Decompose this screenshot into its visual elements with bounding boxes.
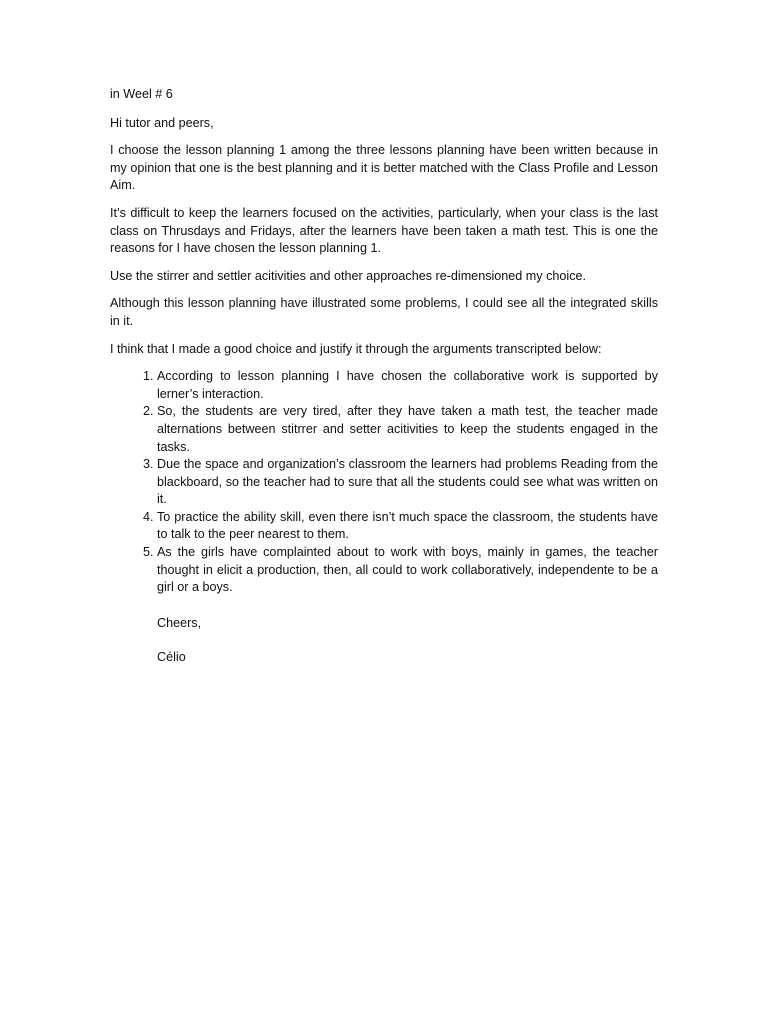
paragraph-choice: I choose the lesson planning 1 among the three lessons planning have been written because in my opinion that one is the best planning and it is better matched with the Class Profile and Lesson Aim. [110, 143, 658, 193]
sign-off: Cheers, [157, 615, 202, 630]
argument-item: 3. Due the space and organization’s classroom the learners had problems Reading from the blackboard, so the teacher had to sure that all the students could see what was written on it. [157, 456, 658, 509]
argument-item: 1. According to lesson planning I have chosen the collaborative work is supported by lerner’s interaction. [157, 368, 658, 403]
paragraph-arguments-intro: I think that I made a good choice and justify it through the arguments transcripted below: [110, 341, 602, 356]
greeting: Hi tutor and peers, [110, 115, 214, 130]
argument-item: 2. So, the students are very tired, after they have taken a math test, the teacher made alternations between stitrrer and setter acitivities to keep the students engaged in the tasks. [157, 403, 658, 456]
paragraph-difficulty: It’s difficult to keep the learners focused on the activities, particularly, when your class is the last class on Thrusdays and Fridays, after the learners have been taken a math test. This is one the reasons for I have chosen the lesson planning 1. [110, 205, 658, 256]
paragraph-problems: Although this lesson planning have illustrated some problems, I could see all the integrated skills in it. [110, 296, 658, 328]
argument-item: 4. To practice the ability skill, even there isn’t much space the classroom, the students have to talk to the peer nearest to them. [157, 509, 658, 544]
arguments-list [110, 368, 658, 597]
argument-item: 5. As the girls have complainted about to work with boys, mainly in games, the teacher thought in elicit a production, then, all could to work collaboratively, independente to be a girl or a boys. [157, 544, 658, 597]
week-label: in Weel # 6 [110, 87, 173, 101]
paragraph-stirrer-settler: Use the stirrer and settler acitivities and other approaches re-dimensioned my choice. [110, 268, 586, 283]
author-name: Célio [157, 650, 186, 665]
document-page [110, 86, 658, 667]
